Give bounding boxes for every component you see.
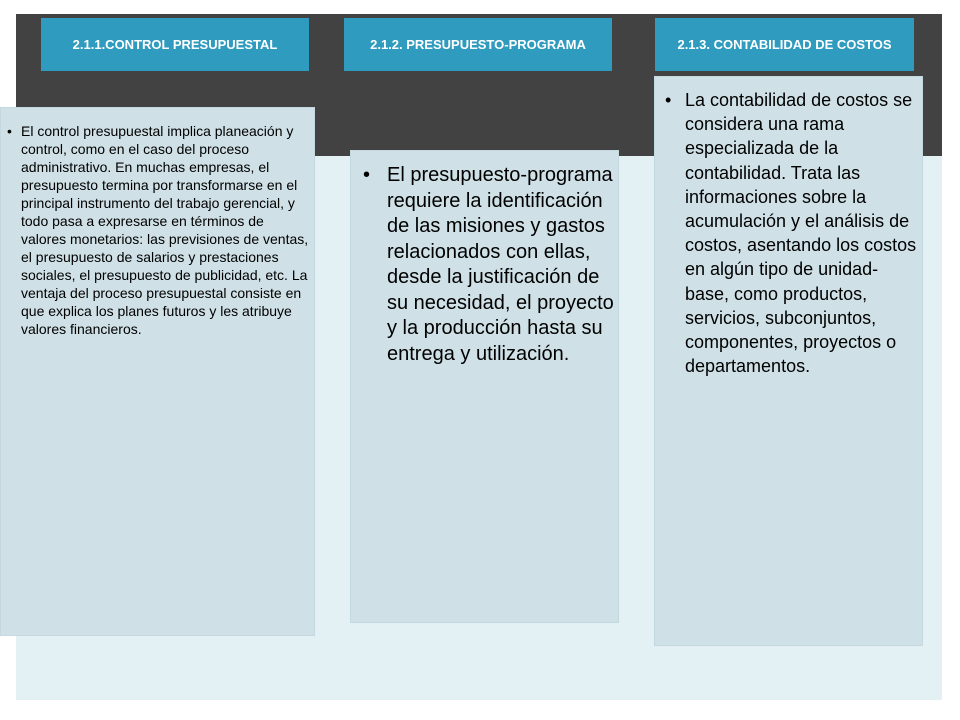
bullet-dot: • [363,164,371,186]
card-presupuesto-programa [350,150,619,623]
bullet-text: El control presupuestal implica planeación y control, como en el caso del proceso administrativo. En muchas empresas, el presupuesto termina por transformarse en el principal instrumento del trabajo gerencial, y todo pasa a expresarse en términos de valores monetarios: las previsiones de ventas, el presupuesto de salarios y prestaciones sociales, el presupuesto de publicidad, etc. La ventaja del proceso presupuestal consiste en que explica los planes futuros y les atribuye valores financieros. [21,123,309,337]
bullet-item [7,122,309,338]
bullet-item [363,163,615,367]
header-presupuesto-programa [344,18,612,71]
header-label: 2.1.2. PRESUPUESTO-PROGRAMA [370,36,586,52]
bullet-text: El presupuesto-programa requiere la identificación de las misiones y gastos relacionados con ellas, desde la justificación de su necesidad, el proyecto y la producción hasta su entrega y utilización. [387,164,614,365]
header-contabilidad-de-costos [655,18,914,71]
header-control-presupuestal [41,18,309,71]
card-contabilidad-de-costos [654,76,923,646]
header-label: 2.1.3. CONTABILIDAD DE COSTOS [677,36,892,52]
bullet-dot: • [665,90,672,110]
bullet-dot: • [7,123,12,139]
right-margin [942,14,960,720]
card-control-presupuestal [0,107,315,636]
bullet-item [665,88,919,378]
header-label: 2.1.1.CONTROL PRESUPUESTAL [72,36,278,52]
bullet-text: La contabilidad de costos se considera una rama especializada de la contabilidad. Trata las informaciones sobre la acumulación y el análisis de costos, asentando los costos en algún tipo de unidad-base, como productos, servicios, subconjuntos, componentes, proyectos o departamentos. [685,90,917,377]
